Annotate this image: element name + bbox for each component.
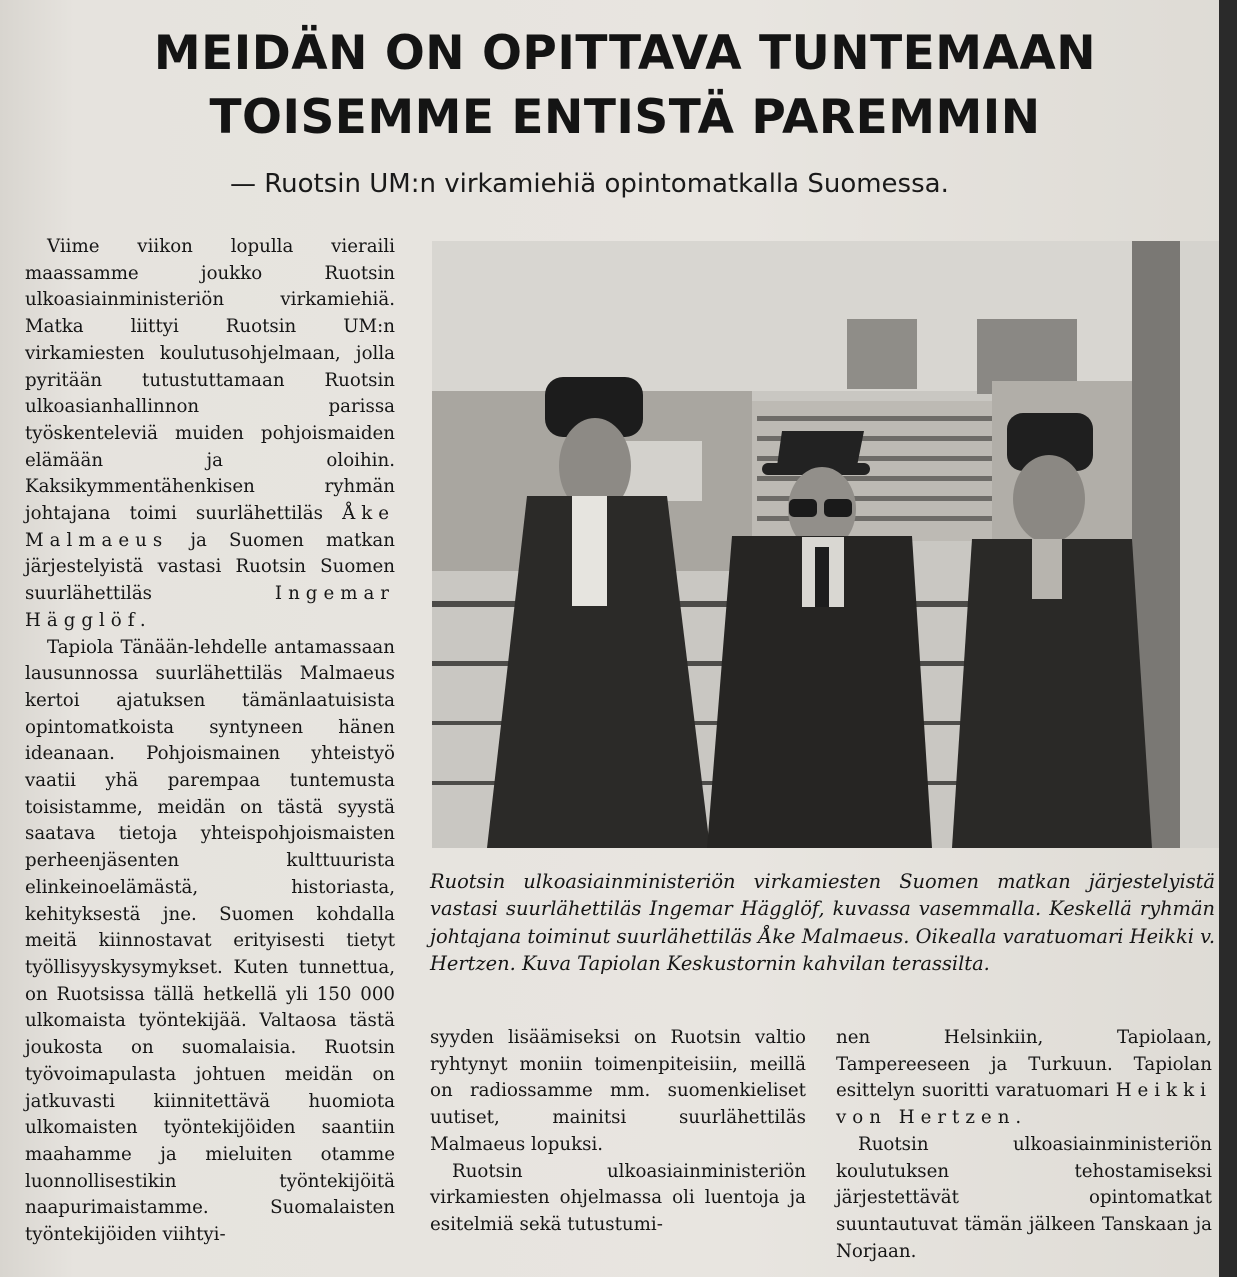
paragraph-text: nen Helsinkiin, Tapiolaan, Tampereeseen ja Turkuun. Tapiolan esittelyn suoritti varatuomari bbox=[836, 1027, 1212, 1102]
page-edge bbox=[1219, 0, 1237, 1277]
name-heikki-von-hertzen: Heikki von Hertzen. bbox=[836, 1080, 1212, 1129]
photo-illustration bbox=[432, 241, 1222, 848]
paragraph bbox=[25, 234, 395, 635]
article-column-1 bbox=[25, 234, 395, 1249]
paragraph: syyden lisäämiseksi on Ruotsin valtio ryhtynyt moniin toimenpiteisiin, meillä on radiossamme mm. suomenkieliset uutiset, mainitsi suurlähettiläs Malmaeus lopuksi. bbox=[430, 1027, 806, 1155]
paragraph: Ruotsin ulkoasiainministeriön virkamiesten ohjelmassa oli luentoja ja esitelmiä sekä tutustumi- bbox=[430, 1160, 806, 1235]
photo-three-men-on-terrace bbox=[432, 241, 1222, 848]
paragraph: Tapiola Tänään-lehdelle antamassaan lausunnossa suurlähettiläs Malmaeus kertoi ajatuksen tämänlaatuisista opintomatkoista syntyneen hänen ideanaan. Pohjoismainen yhteistyö vaatii yhä parempaa tuntemusta toisistamme, meidän on tästä syystä saatava tietoja yhteispohjoismaisten perheenjäsenten kulttuurista elinkeinoelämästä, historiasta, kehityksestä jne. Suomen kohdalla meitä kiinnostavat erityisesti tietyt työllisyyskysymykset. Kuten tunnettua, on Ruotsissa tällä hetkellä yli 150 000 ulkomaista työntekijää. Valtaosa tästä joukosta on suomalaisia. Ruotsin työvoimapulasta johtuen meidän on jatkuvasti kiinnitettävä huomiota ulkomaisten työntekijöiden saantiin maahamme ja mieluiten otamme luonnollisestikin työntekijöitä naapurimaistamme. Suomalaisten työntekijöiden viihtyi- bbox=[25, 636, 395, 1246]
article-column-2 bbox=[430, 1025, 806, 1239]
paragraph-text: ja Suomen matkan järjestelyistä vastasi Ruotsin Suomen suurlähettiläs bbox=[25, 529, 395, 605]
paragraph: Ruotsin ulkoasiainministeriön koulutuksen tehostamiseksi järjestettävät opintomatkat suuntautuvat tämän jälkeen Tanskaan ja Norjaan. bbox=[836, 1133, 1212, 1262]
headline: MEIDÄN ON OPITTAVA TUNTEMAAN TOISEMME ENTISTÄ PAREMMIN bbox=[153, 26, 1097, 145]
paragraph-text: Viime viikon lopulla vieraili maassamme joukko Ruotsin ulkoasiainministeriön virkamiehiä. Matka liittyi Ruotsin UM:n virkamiesten koulutusohjelmaan, jolla pyritään tutustuttamaan Ruotsin ulkoasianhallinnon parissa työskenteleviä muiden pohjoismaiden elämään ja oloihin. Kaksikymmentähenkisen ryhmän johtajana toimi suurlähettiläs bbox=[25, 236, 395, 525]
name-ake-malmaeus: Åke Malmaeus bbox=[25, 503, 395, 551]
paragraph bbox=[836, 1025, 1212, 1132]
subtitle: — Ruotsin UM:n virkamiehiä opintomatkalla Suomessa. bbox=[230, 169, 949, 199]
name-ingemar-hagglof: Ingemar Hägglöf. bbox=[25, 583, 395, 631]
article-column-3 bbox=[836, 1025, 1212, 1265]
photo-caption: Ruotsin ulkoasiainministeriön virkamiesten Suomen matkan järjestelyistä vastasi suurlähettiläs Ingemar Hägglöf, kuvassa vasemmalla. Keskellä ryhmän johtajana toiminut suurlähettiläs Åke Malmaeus. Oikealla varatuomari Heikki v. Hertzen. Kuva Tapiolan Keskustornin kahvilan terassilta. bbox=[430, 870, 1215, 975]
